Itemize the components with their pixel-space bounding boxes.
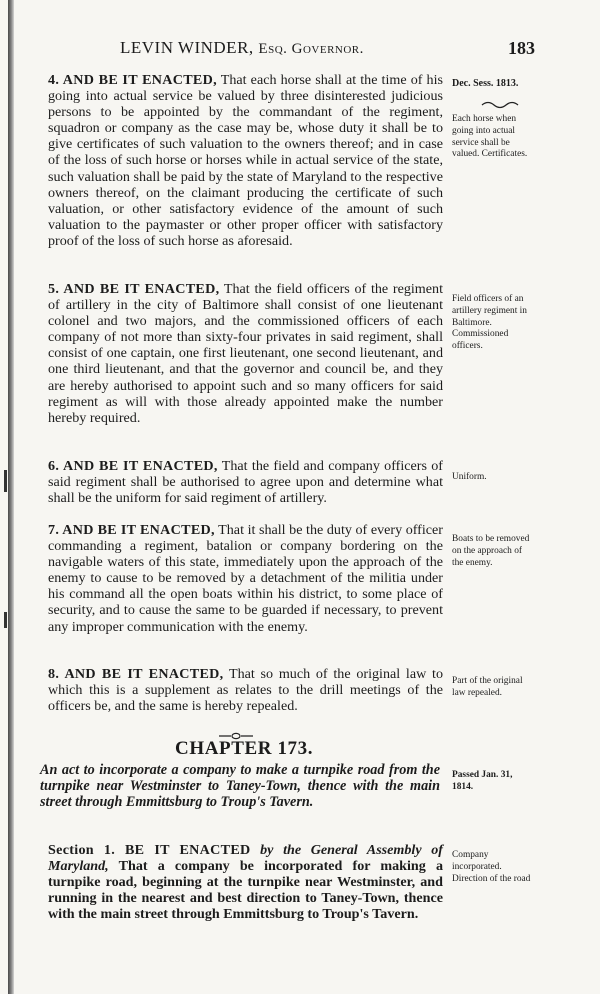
- chapter-title: CHAPTER 173.: [175, 738, 314, 759]
- section-6-paragraph: [48, 458, 443, 506]
- section-7-paragraph: [48, 522, 443, 635]
- section-text: That the field and company officers of said regiment shall be authorised to agree upon and determine what shall be the uniform for said regiment of artillery.: [48, 458, 443, 507]
- page-number: 183: [508, 38, 535, 58]
- binding-mark: [4, 612, 7, 628]
- section-lead: 8. AND BE IT ENACTED,: [48, 666, 224, 682]
- section-4-paragraph: [48, 72, 443, 249]
- section-text: That it shall be the duty of every officer commanding a regiment, batalion or company bordering on the navigable waters of this state, immediately upon the approach of the enemy to cause to be removed by a detachment of the militia under his command all the open boats within his district, to some place of security, and to cause the same to be guarded if necessary, to prevent any improper communication with the enemy.: [48, 522, 443, 635]
- section-lead: 6. AND BE IT ENACTED,: [48, 458, 218, 474]
- section-text: That each horse shall at the time of his going into actual service be valued by three disinterested judicious persons to be appointed by the commandant of the regiment, squadron or company as the case may be, whose duty it shall be to give certificates of such valuation to the owners thereof; and in case of the loss of such horse or horses while in actual service of the state, such valuation shall be paid by the state of Maryland to the respective owners thereof, on the claimant producing the certificate of such valuation, or other satisfactory evidence of the amount of such valuation to the paymaster or other proper officer with satisfactory proof of the loss of such horse as aforesaid.: [48, 72, 443, 249]
- sidenote-uniform: Uniform.: [452, 472, 487, 482]
- section-1-paragraph: [48, 842, 443, 922]
- header-title: Esq. Governor.: [258, 41, 364, 57]
- sidenote-company: Company incorporated. Direction of the road: [452, 850, 531, 884]
- binding-mark: [4, 470, 7, 492]
- section-lead: 7. AND BE IT ENACTED,: [48, 522, 215, 538]
- sidenote-horse-valuation: Each horse when going into actual service shall be valued. Certificates.: [452, 114, 528, 160]
- section-lead: 5. AND BE IT ENACTED,: [48, 281, 220, 297]
- section-lead: Section 1. BE IT ENACTED: [48, 842, 251, 858]
- header-name: LEVIN WINDER,: [120, 38, 254, 57]
- section-5-paragraph: [48, 281, 443, 426]
- sidenote-repealed: Part of the original law repealed.: [452, 676, 523, 698]
- section-text: That a company be incorporated for making a turnpike road, beginning at the turnpike near Westminster, and running in the nearest and best direction to Taney-Town, thence with the main street through Emmittsburg to Troup's Tavern.: [48, 858, 443, 923]
- sidenote-field-officers: Field officers of an artillery regiment in Baltimore. Commissioned officers.: [452, 294, 527, 352]
- running-header: [120, 38, 420, 58]
- sidenote-flourish: [480, 99, 520, 109]
- sidenote-boats: Boats to be removed on the approach of the enemy.: [452, 534, 530, 568]
- section-8-paragraph: [48, 666, 443, 714]
- act-title: An act to incorporate a company to make a turnpike road from the turnpike near Westminster to Taney-Town, thence with the main street through Emmittsburg to Troup's Tavern.: [40, 762, 440, 810]
- section-lead: 4. AND BE IT ENACTED,: [48, 72, 217, 88]
- page-binding-edge: [8, 0, 14, 994]
- sidenote-passed: Passed Jan. 31, 1814.: [452, 770, 513, 792]
- section-text: That the field officers of the regiment of artillery in the city of Baltimore shall consist of one lieutenant colonel and two majors, and the commissioned officers of each company of not more than sixty-four privates in said regiment, shall consist of one captain, one first lieutenant, one second lieutenant, and one third lieutenant, and that the governor and council be, and they are hereby authorised to appoint such and so many officers for said regiment as will with those already appointed make the number hereby required.: [48, 281, 443, 426]
- sidenote-session: Dec. Sess. 1813.: [452, 78, 519, 89]
- section-text: That so much of the original law to which this is a supplement as relates to the drill meetings of the officers be, and the same is hereby repealed.: [48, 666, 443, 715]
- section-lead-italic: by the General Assembly of Maryland,: [48, 842, 443, 875]
